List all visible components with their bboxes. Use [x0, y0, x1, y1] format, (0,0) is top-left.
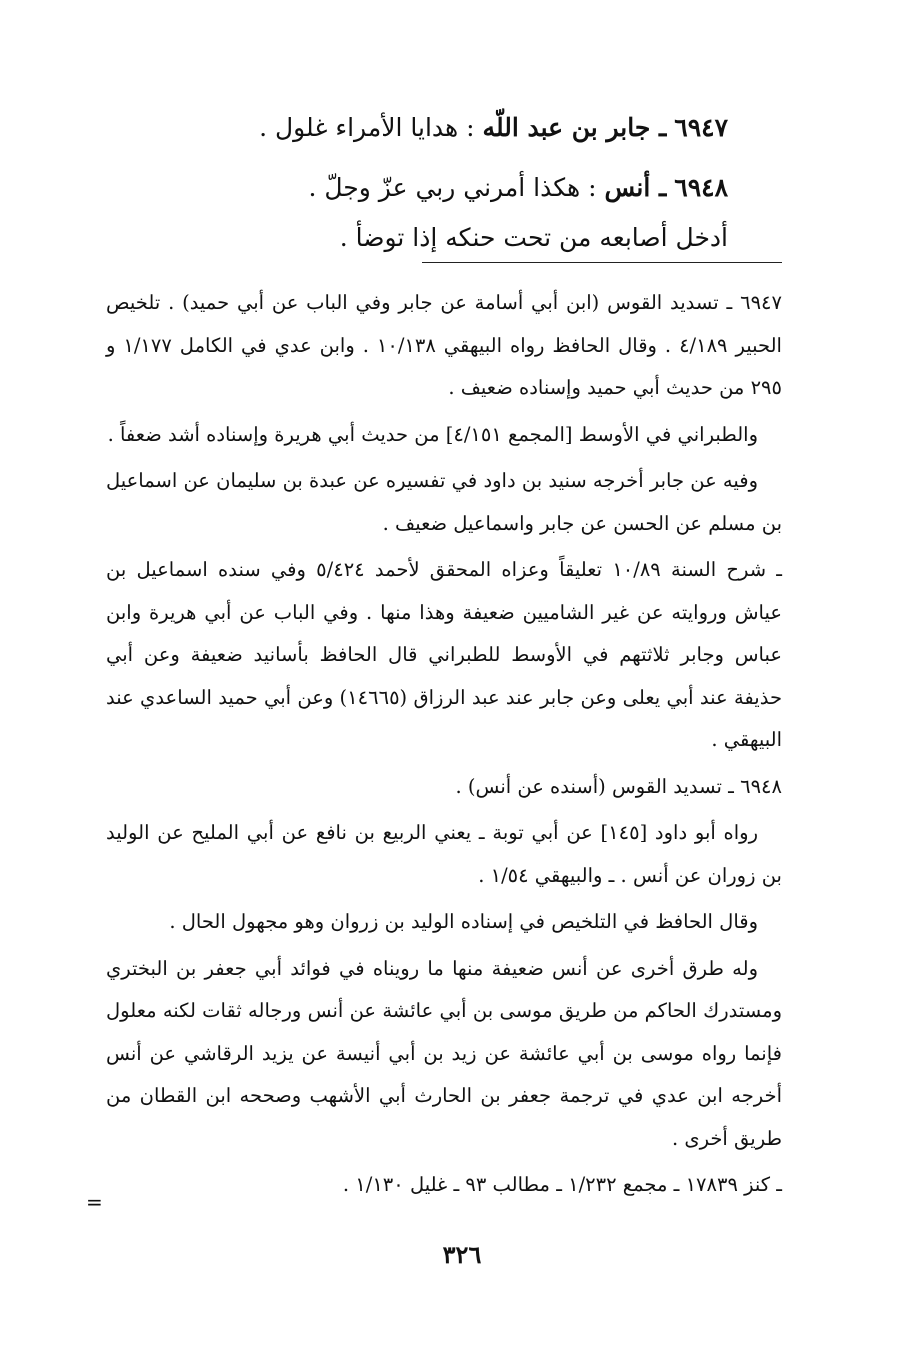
footnote-paragraph: والطبراني في الأوسط [المجمع ٤/١٥١] من حديث أبي هريرة وإسناده أشد ضعفاً .	[107, 422, 758, 446]
footnote-paragraph: ٦٩٤٧ ـ تسديد القوس (ابن أبي أسامة عن جابر وفي الباب عن أبي حميد) . تلخيص الحبير ٤/١٨٩ . وقال الحافظ رواه البيهقي ١٠/١٣٨ . وابن عدي في الكامل ١/١٧٧ و ٢٩٥ من حديث أبي حميد وإسناده ضعيف .	[106, 291, 782, 399]
hadith-6948-continuation: أدخل أصابعه من تحت حنكه إذا توضأ .	[339, 223, 728, 252]
footnote-divider	[422, 262, 782, 263]
continuation-mark: =	[86, 1190, 103, 1214]
page-number: ٣٢٦	[442, 1240, 482, 1269]
hadith-6947: ٦٩٤٧ ـ جابر بن عبد اللّه : هدايا الأمراء غلول .	[259, 113, 728, 142]
footnote-paragraph: وقال الحافظ في التلخيص في إسناده الوليد بن زروان وهو مجهول الحال .	[169, 910, 758, 933]
footnote-paragraph: ـ كنز ١٧٨٣٩ ـ مجمع ١/٢٣٢ ـ مطالب ٩٣ ـ غليل ١/١٣٠ .	[342, 1173, 782, 1196]
hadith-6948: ٦٩٤٨ ـ أنس : هكذا أمرني ربي عزّ وجلّ .	[308, 173, 728, 202]
footnote-paragraph: وله طرق أخرى عن أنس ضعيفة منها ما رويناه في فوائد أبي جعفر بن البختري ومستدرك الحاكم من طريق موسى بن أبي عائشة عن أنس ورجاله ثقات لكنه معلول فإنما رواه موسى بن أبي عائشة عن زيد بن أبي أنيسة عن يزيد الرقاشي عن أنس أخرجه ابن عدي في ترجمة جعفر بن الحارث أبي الأشهب وصححه ابن القطان من طريق أخرى .	[106, 956, 782, 1150]
hadith-number: ٦٩٤٨	[674, 173, 728, 202]
footnote-paragraph: وفيه عن جابر أخرجه سنيد بن داود في تفسيره عن عبدة بن سليمان عن اسماعيل بن مسلم عن الحسن عن جابر واسماعيل ضعيف .	[106, 469, 782, 535]
hadith-text: : هدايا الأمراء غلول .	[259, 113, 475, 142]
hadith-number: ٦٩٤٧	[674, 113, 728, 142]
hadith-narrator: أنس	[604, 173, 651, 202]
hadith-narrator: جابر بن عبد اللّه	[482, 113, 651, 142]
footnote-paragraph: ـ شرح السنة ١٠/٨٩ تعليقاً وعزاه المحقق لأحمد ٥/٤٢٤ وفي سنده اسماعيل بن عياش وروايته عن غير الشاميين ضعيفة وهذا منها . وفي الباب عن أبي هريرة وابن عباس وجابر ثلاثتهم في الأوسط للطبراني قال الحافظ بأسانيد ضعيفة وعن أبي حذيفة عند أبي يعلى وعن جابر عند عبد الرزاق (١٤٦٦٥) وعن أبي حميد الساعدي عند البيهقي .	[106, 558, 782, 751]
footnotes	[106, 282, 782, 1211]
hadith-text: : هكذا أمرني ربي عزّ وجلّ .	[308, 173, 597, 202]
footnote-paragraph: ٦٩٤٨ ـ تسديد القوس (أسنده عن أنس) .	[455, 774, 782, 798]
footnote-paragraph: رواه أبو داود [١٤٥] عن أبي توبة ـ يعني الربيع بن نافع عن أبي المليح عن الوليد بن زوران عن أنس . ـ والبيهقي ١/٥٤ .	[106, 821, 782, 887]
